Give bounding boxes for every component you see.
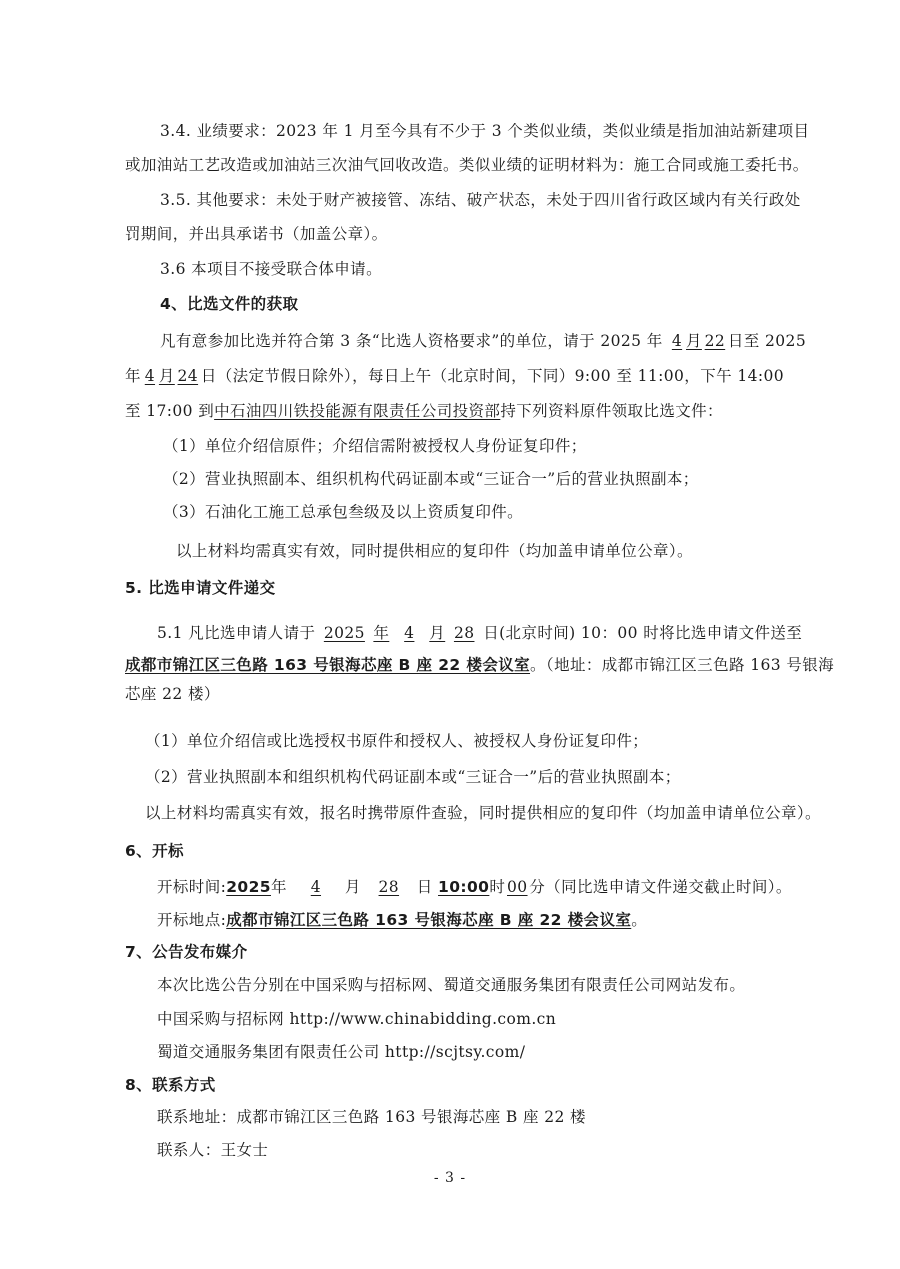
section-8-heading: 8、联系方式 xyxy=(125,1076,216,1094)
page-number: - 3 - xyxy=(433,1170,467,1186)
opening-minute: 00 xyxy=(507,878,528,896)
section-7-line-3: 蜀道交通服务集团有限责任公司 http://scjtsy.com/ xyxy=(157,1043,526,1061)
obtain-start-month: 4 xyxy=(671,332,683,350)
contact-address: 联系地址：成都市锦江区三色路 163 号银海芯座 B 座 22 楼 xyxy=(157,1108,586,1126)
submit-day: 28 xyxy=(453,624,475,642)
opening-month: 4 xyxy=(310,878,322,896)
section-7-line-1: 本次比选公告分别在中国采购与招标网、蜀道交通服务集团有限责任公司网站发布。 xyxy=(157,976,746,994)
section-3-6: 3.6 本项目不接受联合体申请。 xyxy=(160,260,382,278)
opening-location: 开标地点:成都市锦江区三色路 163 号银海芯座 B 座 22 楼会议室。 xyxy=(157,911,648,929)
section-4-note: 以上材料均需真实有效，同时提供相应的复印件（均加盖申请单位公章）。 xyxy=(176,542,693,560)
submit-month: 4 xyxy=(404,624,415,642)
section-5-note: 以上材料均需真实有效，报名时携带原件查验，同时提供相应的复印件（均加盖申请单位公章）。 xyxy=(145,804,821,822)
section-3-4-line-1: 3.4. 业绩要求：2023 年 1 月至今具有不少于 3 个类似业绩，类似业绩是指加油站新建项目 xyxy=(160,122,810,140)
section-5-para-line-2: 成都市锦江区三色路 163 号银海芯座 B 座 22 楼会议室。（地址：成都市锦江区三色路 163 号银海 xyxy=(125,656,835,674)
section-4-item-1: （1）单位介绍信原件；介绍信需附被授权人身份证复印件； xyxy=(163,437,587,455)
section-6-heading: 6、开标 xyxy=(125,842,184,860)
opening-year: 2025 xyxy=(226,878,271,896)
section-5-para-line-3: 芯座 22 楼） xyxy=(125,685,220,703)
opening-time: 开标时间:2025年 4 月 28 日 10:00时 00 分（同比选申请文件递交截止时间）。 xyxy=(157,878,792,896)
contact-person: 联系人：王女士 xyxy=(157,1141,269,1159)
opening-place: 成都市锦江区三色路 163 号银海芯座 B 座 22 楼会议室 xyxy=(226,911,632,929)
opening-hour: 10:00 xyxy=(438,878,490,896)
section-3-4-line-2: 或加油站工艺改造或加油站三次油气回收改造。类似业绩的证明材料为：施工合同或施工委托书。 xyxy=(125,156,809,174)
section-4-para-line-1: 凡有意参加比选并符合第 3 条“比选人资格要求”的单位，请于 2025 年 4 月 22 日至 2025 xyxy=(160,332,807,350)
section-7-heading: 7、公告发布媒介 xyxy=(125,943,248,961)
section-5-item-2: （2）营业执照副本和组织机构代码证副本或“三证合一”后的营业执照副本； xyxy=(145,768,681,786)
obtain-location: 中石油四川铁投能源有限责任公司投资部 xyxy=(214,402,501,420)
section-3-5-line-2: 罚期间，并出具承诺书（加盖公章）。 xyxy=(125,225,388,243)
section-4-para-line-2: 年 4 月 24 日（法定节假日除外），每日上午（北京时间，下同）9:00 至 11:00，下午 14:00 xyxy=(125,367,784,385)
submit-year: 2025 xyxy=(323,624,365,642)
section-5-heading: 5. 比选申请文件递交 xyxy=(125,579,276,597)
obtain-end-month: 4 xyxy=(144,367,156,385)
section-4-item-3: （3）石油化工施工总承包叁级及以上资质复印件。 xyxy=(163,503,524,521)
section-7-line-2: 中国采购与招标网 http://www.chinabidding.com.cn xyxy=(157,1010,557,1028)
section-5-para-line-1: 5.1 凡比选申请人请于 2025 年 4 月 28 日(北京时间) 10：00 时将比选申请文件送至 xyxy=(157,624,803,642)
section-4-heading: 4、比选文件的获取 xyxy=(160,295,299,313)
submit-location: 成都市锦江区三色路 163 号银海芯座 B 座 22 楼会议室 xyxy=(125,656,531,674)
opening-day: 28 xyxy=(378,878,400,896)
section-4-para-line-3: 至 17:00 到中石油四川铁投能源有限责任公司投资部持下列资料原件领取比选文件： xyxy=(125,402,723,420)
section-4-item-2: （2）营业执照副本、组织机构代码证副本或“三证合一”后的营业执照副本； xyxy=(163,470,699,488)
obtain-end-day: 24 xyxy=(177,367,199,385)
section-5-item-1: （1）单位介绍信或比选授权书原件和授权人、被授权人身份证复印件； xyxy=(145,732,649,750)
section-3-5-line-1: 3.5. 其他要求：未处于财产被接管、冻结、破产状态，未处于四川省行政区域内有关行政处 xyxy=(160,191,801,209)
obtain-start-day: 22 xyxy=(704,332,726,350)
